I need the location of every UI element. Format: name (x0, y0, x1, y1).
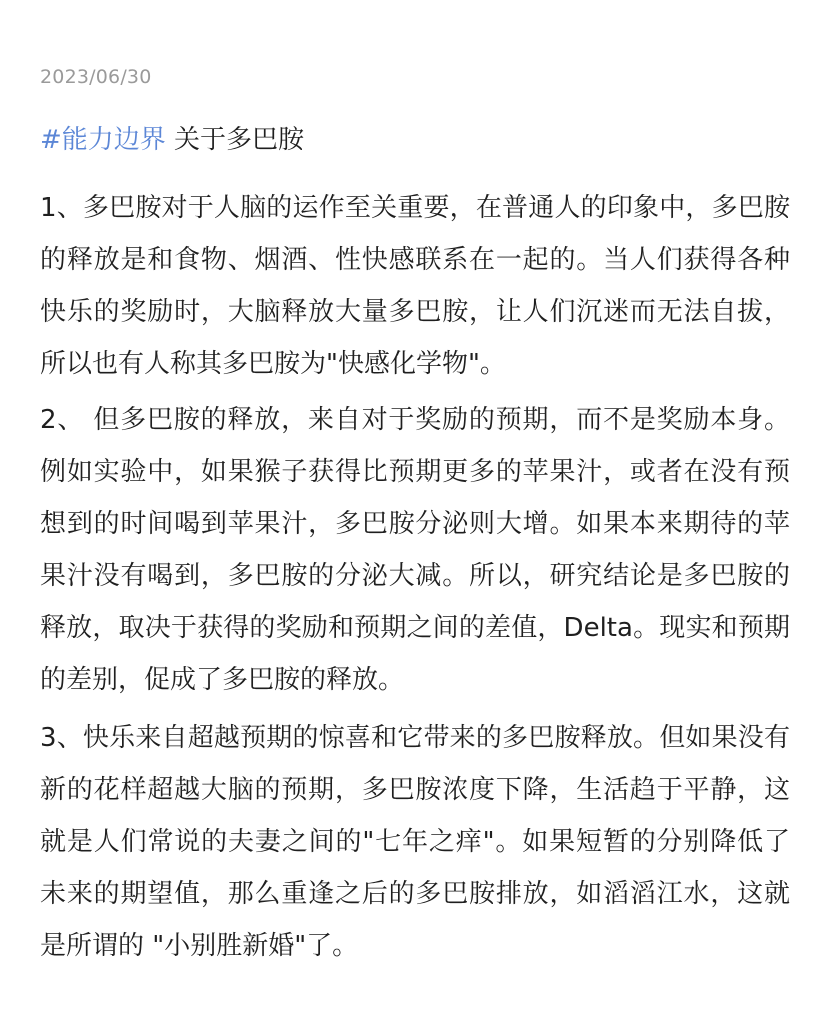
post-title (40, 121, 304, 159)
hashtag-link[interactable]: #能力边界 (40, 125, 166, 155)
paragraph-3: 3、快乐来自超越预期的惊喜和它带来的多巴胺释放。但如果没有新的花样超越大脑的预期，多巴胺浓度下降，生活趋于平静，这就是人们常说的夫妻之间的"七年之痒"。如果短暂的分别降低了未来的期望值，那么重逢之后的多巴胺排放，如滔滔江水，这就是所谓的 "小别胜新婚"了。 (40, 723, 790, 961)
post-date: 2023/06/30 (40, 66, 152, 88)
paragraph-2: 2、 但多巴胺的释放，来自对于奖励的预期，而不是奖励本身。例如实验中，如果猴子获得比预期更多的苹果汁，或者在没有预想到的时间喝到苹果汁，多巴胺分泌则大增。如果本来期待的苹果汁没有喝到，多巴胺的分泌大减。所以，研究结论是多巴胺的释放，取决于获得的奖励和预期之间的差值，Delta。现实和预期的差别，促成了多巴胺的释放。 (40, 405, 790, 695)
paragraph-1: 1、多巴胺对于人脑的运作至关重要，在普通人的印象中，多巴胺的释放是和食物、烟酒、性快感联系在一起的。当人们获得各种快乐的奖励时，大脑释放大量多巴胺，让人们沉迷而无法自拔，所以也有人称其多巴胺为"快感化学物"。 (40, 193, 790, 379)
title-text: 关于多巴胺 (165, 125, 305, 155)
